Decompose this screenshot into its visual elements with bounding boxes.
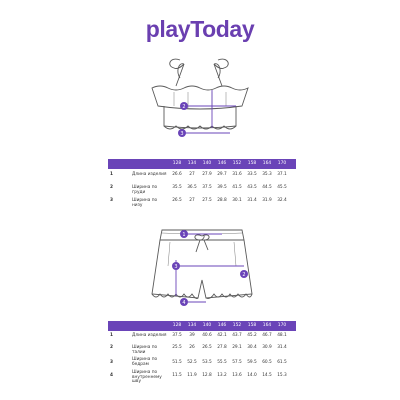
top-marker-3: 3 — [180, 131, 184, 137]
shorts-marker-4: 4 — [182, 300, 186, 306]
brand-logo: playToday — [145, 16, 255, 42]
shorts-marker-3: 3 — [174, 264, 178, 270]
shorts-size-table — [108, 321, 296, 385]
top-marker-2: 2 — [182, 104, 186, 110]
top-garment-sketch — [140, 56, 260, 146]
top-size-table — [108, 159, 296, 208]
shorts-marker-1: 1 — [182, 232, 186, 238]
shorts-size-header: 128 134 140 146 152 158 164 170 — [108, 321, 296, 331]
top-size-header: 128 134 140 146 152 158 164 170 — [108, 159, 296, 169]
table-row: 2 Ширина по талии 25.5 26 26.5 27.8 29.1 30.4 30.9 31.4 — [110, 345, 287, 355]
table-row: 3 Ширина по бедрам 51.5 52.5 53.5 55.5 57.5 59.5 60.5 61.5 — [110, 357, 287, 367]
right-bow — [214, 59, 228, 78]
table-row: 4 Ширина по внутреннему шву 11.5 11.9 12.8 13.2 13.6 14.0 14.5 15.3 — [110, 370, 287, 385]
table-row: 1 Длина изделия 26.6 27 27.9 29.7 31.6 33.5 35.3 37.1 — [110, 172, 287, 177]
shorts-sketch — [148, 224, 258, 310]
table-row: 2 Ширина по груди 35.5 36.5 37.5 39.5 41.5 43.5 44.5 45.5 — [110, 185, 287, 195]
table-row: 3 Ширина по низу 26.5 27 27.5 28.8 30.1 31.4 31.9 32.4 — [110, 198, 287, 208]
left-bow — [170, 59, 184, 78]
shorts-marker-2: 2 — [242, 272, 246, 278]
table-row: 1 Длина изделия 37.5 39 40.6 42.1 43.7 45.2 46.7 48.1 — [110, 333, 287, 338]
